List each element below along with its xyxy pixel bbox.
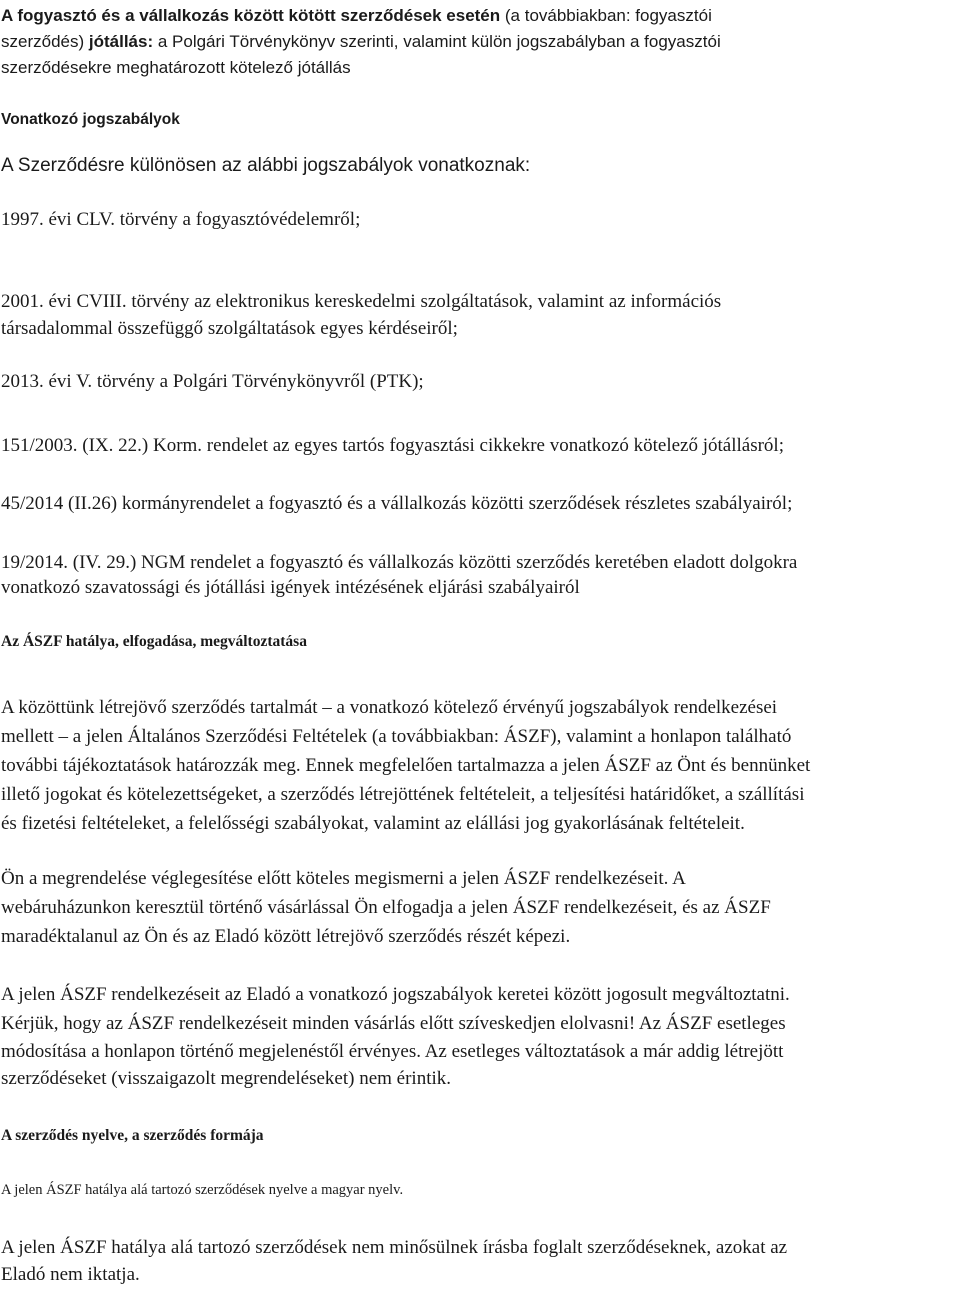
law-item: vonatkozó szavatossági és jótállási igények intézésének eljárási szabályairól bbox=[1, 577, 580, 598]
intro-line-3: szerződésekre meghatározott kötelező jótállás bbox=[1, 58, 351, 77]
scope-heading: Az ÁSZF hatálya, elfogadása, megváltoztatása bbox=[1, 633, 307, 650]
para3-line: Kérjük, hogy az ÁSZF rendelkezéseit minden vásárlás előtt szíveskedjen elolvasni! Az ÁSZF esetleges bbox=[1, 1013, 786, 1034]
law-item: társadalommal összefüggő szolgáltatások egyes kérdéseiről; bbox=[1, 318, 458, 339]
law-item: 151/2003. (IX. 22.) Korm. rendelet az egyes tartós fogyasztási cikkekre vonatkozó kötelező jótállásról; bbox=[1, 435, 784, 456]
para1-line: mellett – a jelen Általános Szerződési Feltételek (a továbbiakban: ÁSZF), valamint a honlapon található bbox=[1, 726, 792, 747]
laws-heading: Vonatkozó jogszabályok bbox=[1, 111, 180, 128]
law-item: 1997. évi CLV. törvény a fogyasztóvédelemről; bbox=[1, 209, 361, 230]
para4-line: Eladó nem iktatja. bbox=[1, 1264, 140, 1285]
para3-line: A jelen ÁSZF rendelkezéseit az Eladó a vonatkozó jogszabályok keretei között jogosult megváltoztatni. bbox=[1, 984, 790, 1005]
law-item: 2001. évi CVIII. törvény az elektronikus kereskedelmi szolgáltatások, valamint az információs bbox=[1, 291, 722, 312]
para2-line: webáruházunkon keresztül történő vásárlással Ön elfogadja a jelen ÁSZF rendelkezéseit, és az ÁSZF bbox=[1, 897, 771, 918]
intro-bold-2: jótállás: bbox=[88, 32, 154, 51]
language-line: A jelen ÁSZF hatálya alá tartozó szerződések nyelve a magyar nyelv. bbox=[1, 1182, 404, 1198]
para3-line: módosítása a honlapon történő megjelenéstől érvényes. Az esetleges változtatások a már addig létrejött bbox=[1, 1041, 784, 1062]
intro-line-2 bbox=[1, 29, 953, 55]
para2-line: Ön a megrendelése véglegesítése előtt köteles megismerni a jelen ÁSZF rendelkezéseit. A bbox=[1, 868, 686, 889]
para1-line: további tájékoztatások határozzák meg. Ennek megfelelően tartalmazza a jelen ÁSZF az Önt és bennünket bbox=[1, 755, 811, 776]
intro-bold-1: A fogyasztó és a vállalkozás között kötött szerződések esetén bbox=[1, 6, 501, 25]
para4-line: A jelen ÁSZF hatálya alá tartozó szerződések nem minősülnek írásba foglalt szerződéseknek, azokat az bbox=[1, 1237, 788, 1258]
para1-line: A közöttünk létrejövő szerződés tartalmát – a vonatkozó kötelező érvényű jogszabályok rendelkezései bbox=[1, 697, 778, 718]
para1-line: illető jogokat és kötelezettségeket, a szerződés létrejöttének feltételeit, a teljesítési határidőket, a szállítási bbox=[1, 784, 805, 805]
para1-line: és fizetési feltételeket, a felelősségi szabályokat, valamint az elállási jog gyakorlásának feltételeit. bbox=[1, 813, 745, 834]
law-item: 2013. évi V. törvény a Polgári Törvénykönyvről (PTK); bbox=[1, 371, 424, 392]
para3-line: szerződéseket (visszaigazolt megrendeléseket) nem érintik. bbox=[1, 1068, 451, 1089]
intro-normal-2: a Polgári Törvénykönyv szerinti, valamint külön jogszabályban a fogyasztói bbox=[153, 32, 721, 51]
intro-line-1 bbox=[1, 3, 953, 29]
law-item: 45/2014 (II.26) kormányrendelet a fogyasztó és a vállalkozás közötti szerződések részletes szabályairól; bbox=[1, 493, 793, 514]
language-heading: A szerződés nyelve, a szerződés formája bbox=[1, 1127, 264, 1144]
para2-line: maradéktalanul az Ön és az Eladó között létrejövő szerződés részét képezi. bbox=[1, 926, 571, 947]
intro-line2-normal: szerződés) bbox=[1, 32, 89, 51]
laws-intro: A Szerződésre különösen az alábbi jogszabályok vonatkoznak: bbox=[1, 155, 531, 176]
intro-normal-1: (a továbbiakban: fogyasztói bbox=[500, 6, 712, 25]
law-item: 19/2014. (IV. 29.) NGM rendelet a fogyasztó és vállalkozás közötti szerződés keretében eladott dolgokra bbox=[1, 552, 798, 573]
